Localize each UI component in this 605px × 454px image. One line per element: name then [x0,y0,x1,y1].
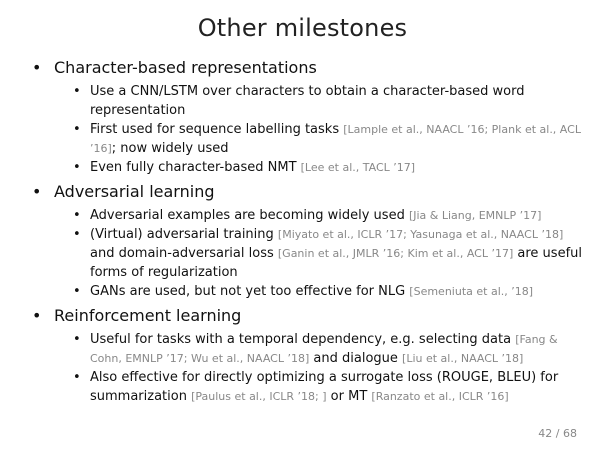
section-0 [0,58,605,77]
item-text: Use a CNN/LSTM over characters to obtain a character-based word representation [90,84,525,118]
item-text: Adversarial examples are becoming widely used [90,208,409,223]
item-text: and domain-adversarial loss [90,246,278,261]
citation: [Paulus et al., ICLR ’18; ] [191,390,327,403]
citation: [Fang & Cohn, EMNLP ’17; Wu et al., NAACL ’18] [90,333,558,365]
item-text: Even fully character-based NMT [90,160,301,175]
section-1 [0,182,605,201]
list-item [0,158,605,177]
item-text: Useful for tasks with a temporal dependency, e.g. selecting data [90,332,516,347]
bullet-icon: • [73,122,81,137]
bullet-icon: • [73,84,81,99]
citation: [Jia & Liang, EMNLP ’17] [408,209,542,222]
citation: [Liu et al., NAACL ’18] [402,352,524,365]
bullet-icon: • [73,227,81,242]
item-text: GANs are used, but not yet too effective for NLG [90,284,410,299]
list-item [0,225,605,282]
item-text: (Virtual) adversarial training [90,227,278,242]
list-item [0,120,605,158]
item-text: First used for sequence labelling tasks [90,122,344,137]
citation: [Lample et al., NAACL ’16; Plank et al., ACL ’16] [90,123,581,155]
bullet-icon: • [73,160,81,175]
bullet-icon: • [73,332,81,347]
list-item [0,282,605,301]
citation: [Ranzato et al., ICLR ’16] [371,390,509,403]
section-label: Character-based representations [54,58,317,77]
list-item [0,330,605,368]
bullet-icon: • [73,370,81,385]
item-text: or MT [326,389,372,404]
slide-title: Other milestones [197,14,408,42]
citation: [Ganin et al., JMLR ’16; Kim et al., ACL ’17] [277,247,514,260]
bullet-icon: • [32,306,42,325]
bullet-icon: • [32,182,42,201]
item-text: and dialogue [309,351,403,366]
section-label: Reinforcement learning [54,306,242,325]
item-text: ; now widely used [111,141,229,156]
section-2 [0,306,605,325]
list-item [0,206,605,225]
slide-content [0,58,605,406]
bullet-icon: • [32,58,42,77]
page-number: 42 / 68 [538,427,577,440]
item-text: are useful forms of regularization [90,246,582,280]
list-item [0,368,605,406]
section-label: Adversarial learning [54,182,215,201]
item-text: Also effective for directly optimizing a surrogate loss (ROUGE, BLEU) for summarization [90,370,559,404]
citation: [Miyato et al., ICLR ’17; Yasunaga et al., NAACL ’18] [277,228,564,241]
citation: [Semeniuta et al., ’18] [409,285,534,298]
bullet-icon: • [73,284,81,299]
citation: [Lee et al., TACL ’17] [300,161,416,174]
bullet-icon: • [73,208,81,223]
list-item [0,82,605,120]
